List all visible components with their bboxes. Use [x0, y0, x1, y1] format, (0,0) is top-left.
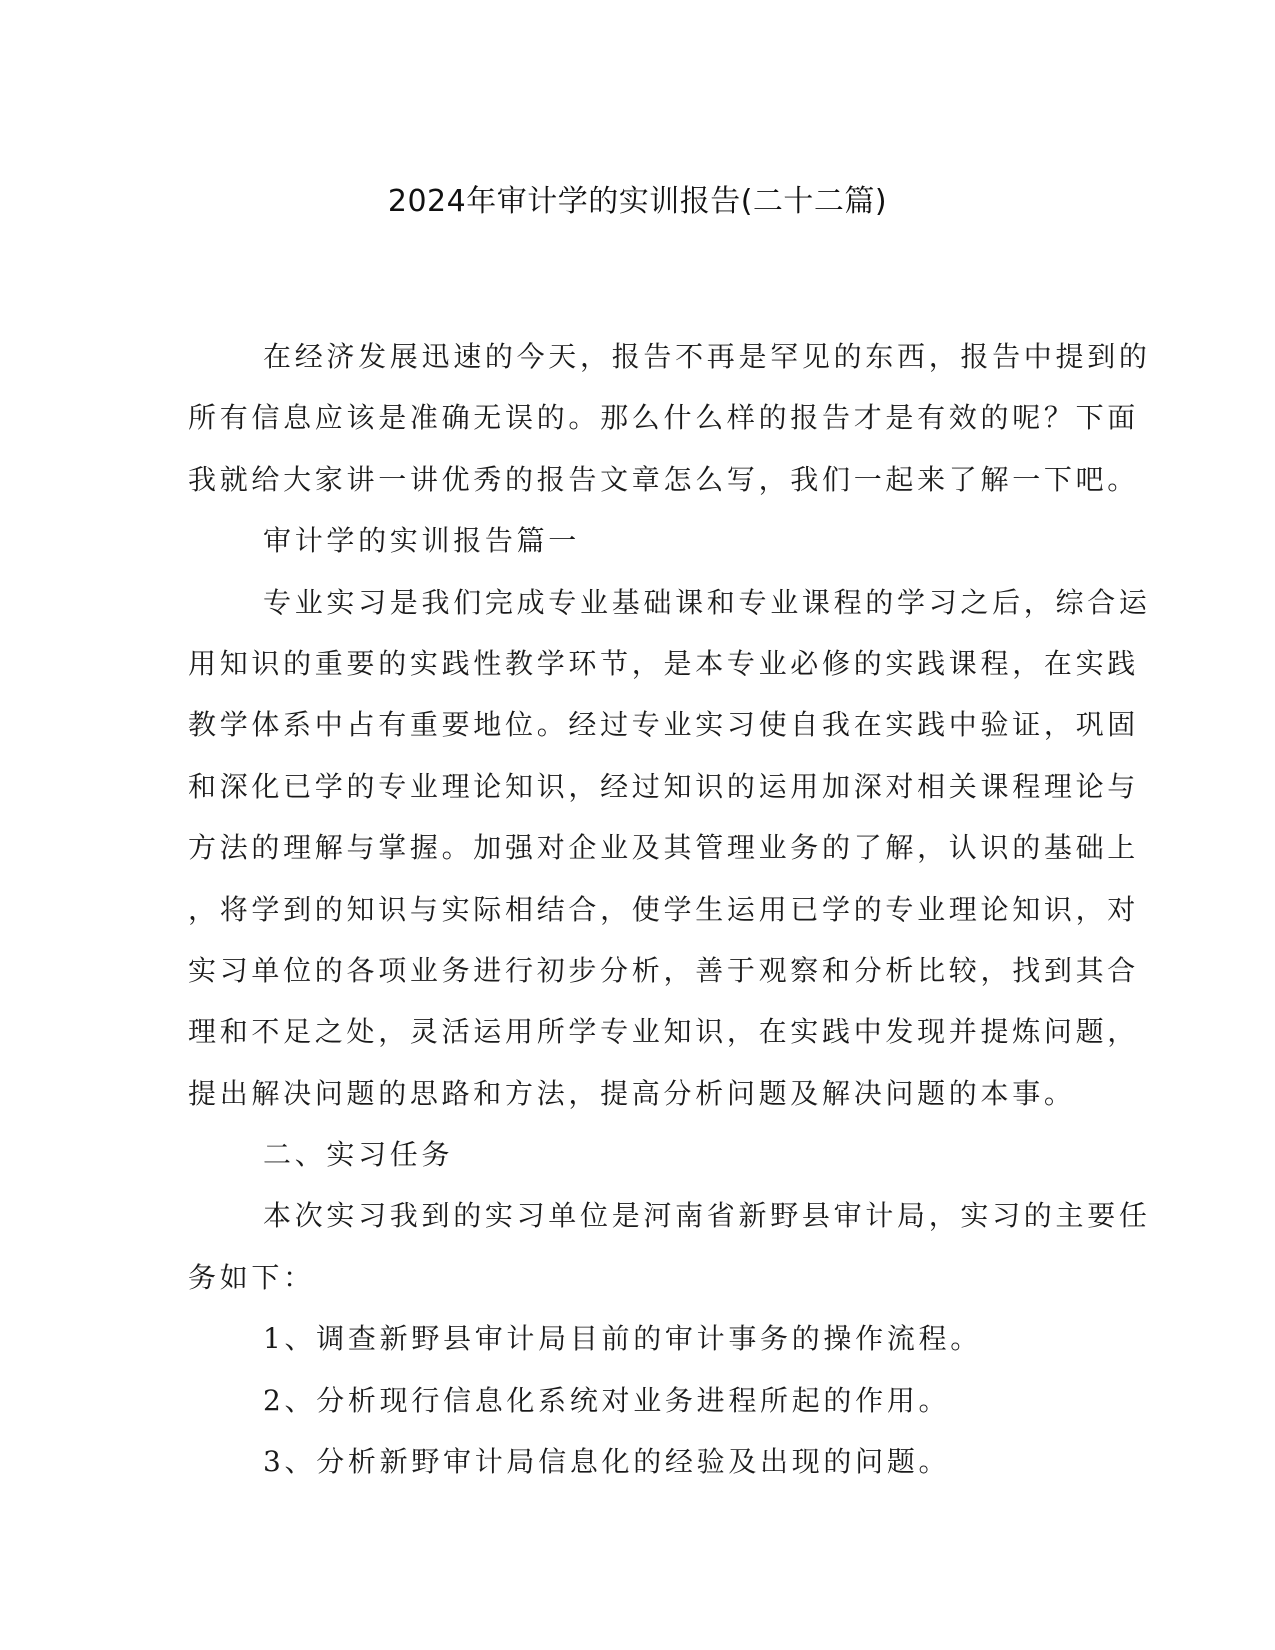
- text-line: ，将学到的知识与实际相结合，使学生运用已学的专业理论知识，对: [188, 892, 1140, 926]
- text-line: 教学体系中占有重要地位。经过专业实习使自我在实践中验证，巩固: [188, 708, 1140, 742]
- text-line: 2、分析现行信息化系统对业务进程所起的作用。: [263, 1383, 951, 1417]
- text-line: 用知识的重要的实践性教学环节，是本专业必修的实践课程，在实践: [188, 646, 1140, 680]
- list-item-task-1: [188, 1308, 1080, 1369]
- paragraph-internship-purpose: [188, 572, 1151, 1125]
- text-line: 1、调查新野县审计局目前的审计事务的操作流程。: [263, 1322, 982, 1356]
- text-line: 我就给大家讲一讲优秀的报告文章怎么写，我们一起来了解一下吧。: [188, 462, 1140, 496]
- section-heading-part-one: [188, 510, 1080, 571]
- text-line: 3、分析新野审计局信息化的经验及出现的问题。: [263, 1445, 951, 1479]
- text-line: 方法的理解与掌握。加强对企业及其管理业务的了解，认识的基础上: [188, 831, 1140, 865]
- text-line: 审计学的实训报告篇一: [263, 524, 581, 558]
- text-line: 和深化已学的专业理论知识，经过知识的运用加深对相关课程理论与: [188, 769, 1140, 803]
- document-body: [188, 326, 1151, 1492]
- text-line: 提出解决问题的思路和方法，提高分析问题及解决问题的本事。: [188, 1076, 1076, 1110]
- text-line: 实习单位的各项业务进行初步分析，善于观察和分析比较，找到其合: [188, 953, 1140, 987]
- section-heading-tasks: [188, 1124, 1080, 1185]
- text-line: 二、实习任务: [263, 1138, 454, 1172]
- text-line: 务如下：: [188, 1260, 315, 1294]
- text-line: 专业实习是我们完成专业基础课和专业课程的学习之后，综合运: [263, 585, 1151, 619]
- text-line: 在经济发展迅速的今天，报告不再是罕见的东西，报告中提到的: [263, 340, 1151, 373]
- list-item-task-3: [188, 1431, 1080, 1492]
- paragraph-internship-unit: [188, 1185, 1151, 1308]
- document-title: 2024年审计学的实训报告(二十二篇): [387, 184, 888, 219]
- text-line: 本次实习我到的实习单位是河南省新野县审计局，实习的主要任: [263, 1199, 1151, 1233]
- paragraph-intro: [188, 326, 1151, 510]
- list-item-task-2: [188, 1370, 1080, 1431]
- text-line: 所有信息应该是准确无误的。那么什么样的报告才是有效的呢？下面: [188, 401, 1140, 435]
- text-line: 理和不足之处，灵活运用所学专业知识，在实践中发现并提炼问题，: [188, 1015, 1140, 1049]
